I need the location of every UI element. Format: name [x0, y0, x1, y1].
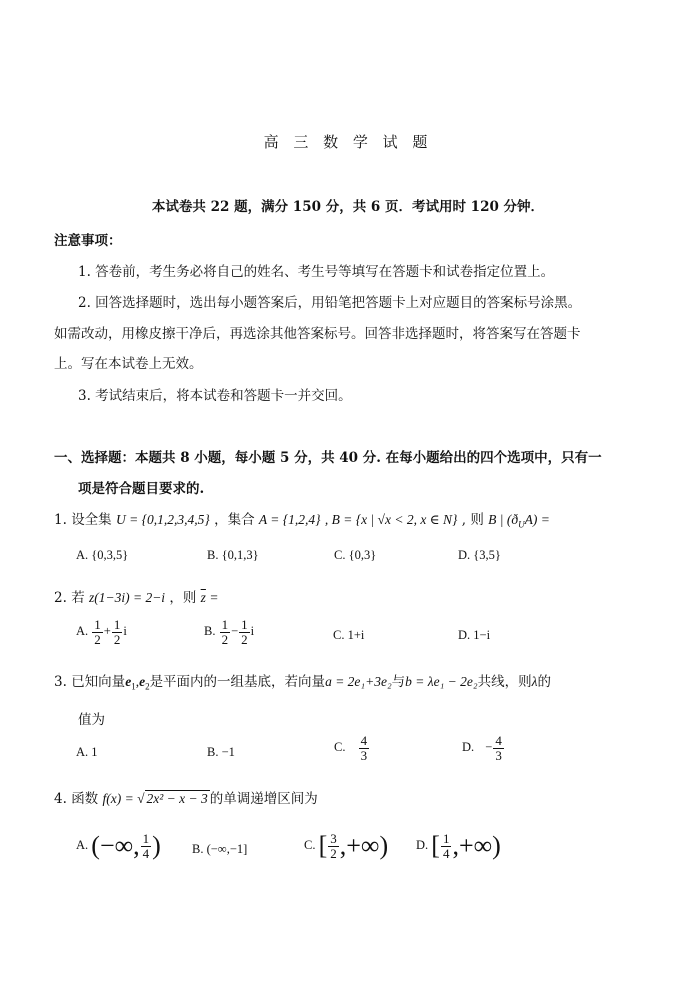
math-expression: z(1−3i) = 2−i [88, 590, 166, 605]
q2-option-a [76, 618, 127, 646]
math-conjugate: $\overline{z}$ [200, 590, 206, 605]
math-subscript: U [518, 519, 525, 530]
q1-option-d: D. {3,5} [458, 548, 501, 562]
comma: , [135, 674, 140, 689]
vector-e2: e [139, 674, 146, 689]
fraction [441, 832, 452, 860]
fraction-numerator: 1 [241, 617, 248, 632]
sqrt-sign: √ [137, 791, 145, 806]
notice-item-3: 3. 考试结束后，将本试卷和答题卡一并交回。 [78, 388, 352, 404]
option-label: B. [204, 624, 216, 639]
math-lambda: λ [531, 674, 538, 689]
q2-option-c: C. 1+i [333, 628, 365, 642]
question-text: 是平面内的一组基底，若向量 [149, 674, 326, 690]
fraction-denominator: 4 [442, 845, 450, 861]
fraction-numerator: 1 [221, 617, 229, 632]
fraction [359, 734, 370, 762]
math-subscript: 2 [145, 681, 150, 692]
math-subscript: 1 [131, 681, 136, 692]
section-1-heading-line-2: 项是符合题目要求的. [78, 481, 205, 497]
operator: − [231, 624, 239, 639]
fraction-numerator: 3 [330, 831, 337, 846]
math-expression: B | (ð [488, 512, 519, 527]
q1-option-a: A. {0,3,5} [76, 548, 129, 562]
question-text: 与 [391, 674, 406, 690]
option-label: A. [76, 838, 89, 853]
q1-option-b: B. {0,1,3} [207, 548, 259, 562]
question-number: 2. [54, 590, 67, 606]
fraction-denominator: 3 [360, 747, 368, 763]
fraction-denominator: 4 [142, 845, 150, 861]
q3-option-b: B. −1 [207, 745, 235, 759]
question-text: 的单调递增区间为 [209, 791, 318, 807]
notice-item-2-line-3: 上。写在本试卷上无效。 [54, 356, 203, 372]
fraction-denominator: 2 [113, 631, 121, 647]
question-number: 1. [54, 512, 67, 528]
question-text: , 则 [461, 512, 484, 528]
notice-item-2-line-2: 如需改动，用橡皮擦干净后，再选涂其他答案标号。回答非选择题时，将答案写在答题卡 [54, 326, 581, 342]
interval-left: [ [318, 831, 328, 861]
fraction-numerator: 4 [360, 733, 368, 748]
fraction [141, 832, 152, 860]
question-3 [54, 670, 551, 692]
vector-e1: e [125, 674, 132, 689]
imaginary-unit: i [250, 624, 255, 639]
fraction [220, 618, 231, 646]
question-1 [54, 508, 550, 530]
question-text: 若 [71, 590, 85, 606]
fraction-denominator: 2 [330, 845, 337, 861]
page-title: 高 三 数 学 试 题 [263, 133, 433, 151]
radicand: 2x² − x − 3 [146, 791, 208, 806]
q4-option-d [416, 832, 501, 860]
q2-option-d: D. 1−i [458, 628, 491, 642]
interval-left: (−∞, [91, 831, 140, 861]
fraction-denominator: 2 [241, 631, 248, 647]
interval-right: ) [152, 831, 161, 861]
math-expression: = [210, 590, 218, 605]
fraction-denominator: 2 [221, 631, 229, 647]
question-text: 的 [537, 674, 551, 690]
question-text: ，则 [169, 590, 197, 606]
notice-item-2-line-1: 2. 回答选择题时，选出每小题答案后，用铅笔把答题卡上对应题目的答案标号涂黑。 [78, 295, 582, 311]
q4-option-c [304, 832, 388, 860]
section-1-heading-line-1: 一、选择题：本题共 8 小题，每小题 5 分，共 40 分. 在每小题给出的四个选项中，只有一 [54, 450, 602, 466]
fraction-numerator: 1 [113, 617, 121, 632]
imaginary-unit: i [123, 624, 127, 639]
option-label: C. [334, 740, 346, 755]
function-expression: f(x) = [102, 791, 138, 806]
fraction-numerator: 1 [94, 617, 101, 632]
option-label: C. [304, 838, 316, 853]
fraction-numerator: 4 [495, 733, 502, 748]
interval-right: ,+∞) [339, 831, 389, 861]
question-text: 函数 [71, 791, 99, 807]
interval-right: ,+∞) [452, 831, 501, 861]
math-expression: , B = {x | √x < 2, x ∈ N} [324, 512, 458, 527]
q3-option-a: A. 1 [76, 745, 98, 759]
fraction [239, 618, 250, 646]
notice-heading: 注意事项： [54, 233, 122, 249]
question-text: 设全集 [71, 512, 112, 528]
math-expression: A) = [524, 512, 550, 527]
fraction-numerator: 1 [142, 831, 150, 846]
math-expression: A = {1,2,4} [258, 512, 321, 527]
vector-a-expression: a = 2e₁+3e₂ [325, 674, 392, 689]
q4-option-b: B. (−∞,−1] [192, 842, 248, 856]
q3-option-d [462, 734, 505, 762]
notice-item-1: 1. 答卷前，考生务必将自己的姓名、考生号等填写在答题卡和试卷指定位置上。 [78, 264, 555, 280]
question-number: 4. [54, 791, 67, 807]
fraction [493, 734, 504, 762]
question-2 [54, 586, 218, 606]
question-text: 共线，则 [477, 674, 532, 690]
question-number: 3. [54, 674, 67, 690]
fraction [92, 618, 103, 646]
math-expression: U = {0,1,2,3,4,5} [115, 512, 210, 527]
question-3-line-2: 值为 [78, 712, 105, 728]
minus-sign: − [485, 740, 493, 755]
option-label: A. [76, 624, 89, 639]
question-text: ，集合 [214, 512, 255, 528]
vector-b-expression: b = λe₁ − 2e₂ [405, 674, 478, 689]
q1-option-c: C. {0,3} [334, 548, 377, 562]
exam-intro: 本试卷共 22 题，满分 150 分，共 6 页．考试用时 120 分钟． [151, 199, 545, 215]
fraction [112, 618, 123, 646]
question-4 [54, 787, 318, 807]
operator: + [103, 624, 111, 639]
q3-option-c [334, 734, 370, 762]
fraction-denominator: 3 [495, 747, 502, 763]
option-label: D. [416, 838, 429, 853]
fraction-denominator: 2 [94, 631, 101, 647]
question-text: 已知向量 [71, 674, 126, 690]
q4-option-a [76, 832, 161, 860]
fraction-numerator: 1 [442, 831, 450, 846]
interval-left: [ [431, 831, 440, 861]
q2-option-b [204, 618, 254, 646]
option-label: D. [462, 740, 475, 755]
fraction [328, 832, 339, 860]
